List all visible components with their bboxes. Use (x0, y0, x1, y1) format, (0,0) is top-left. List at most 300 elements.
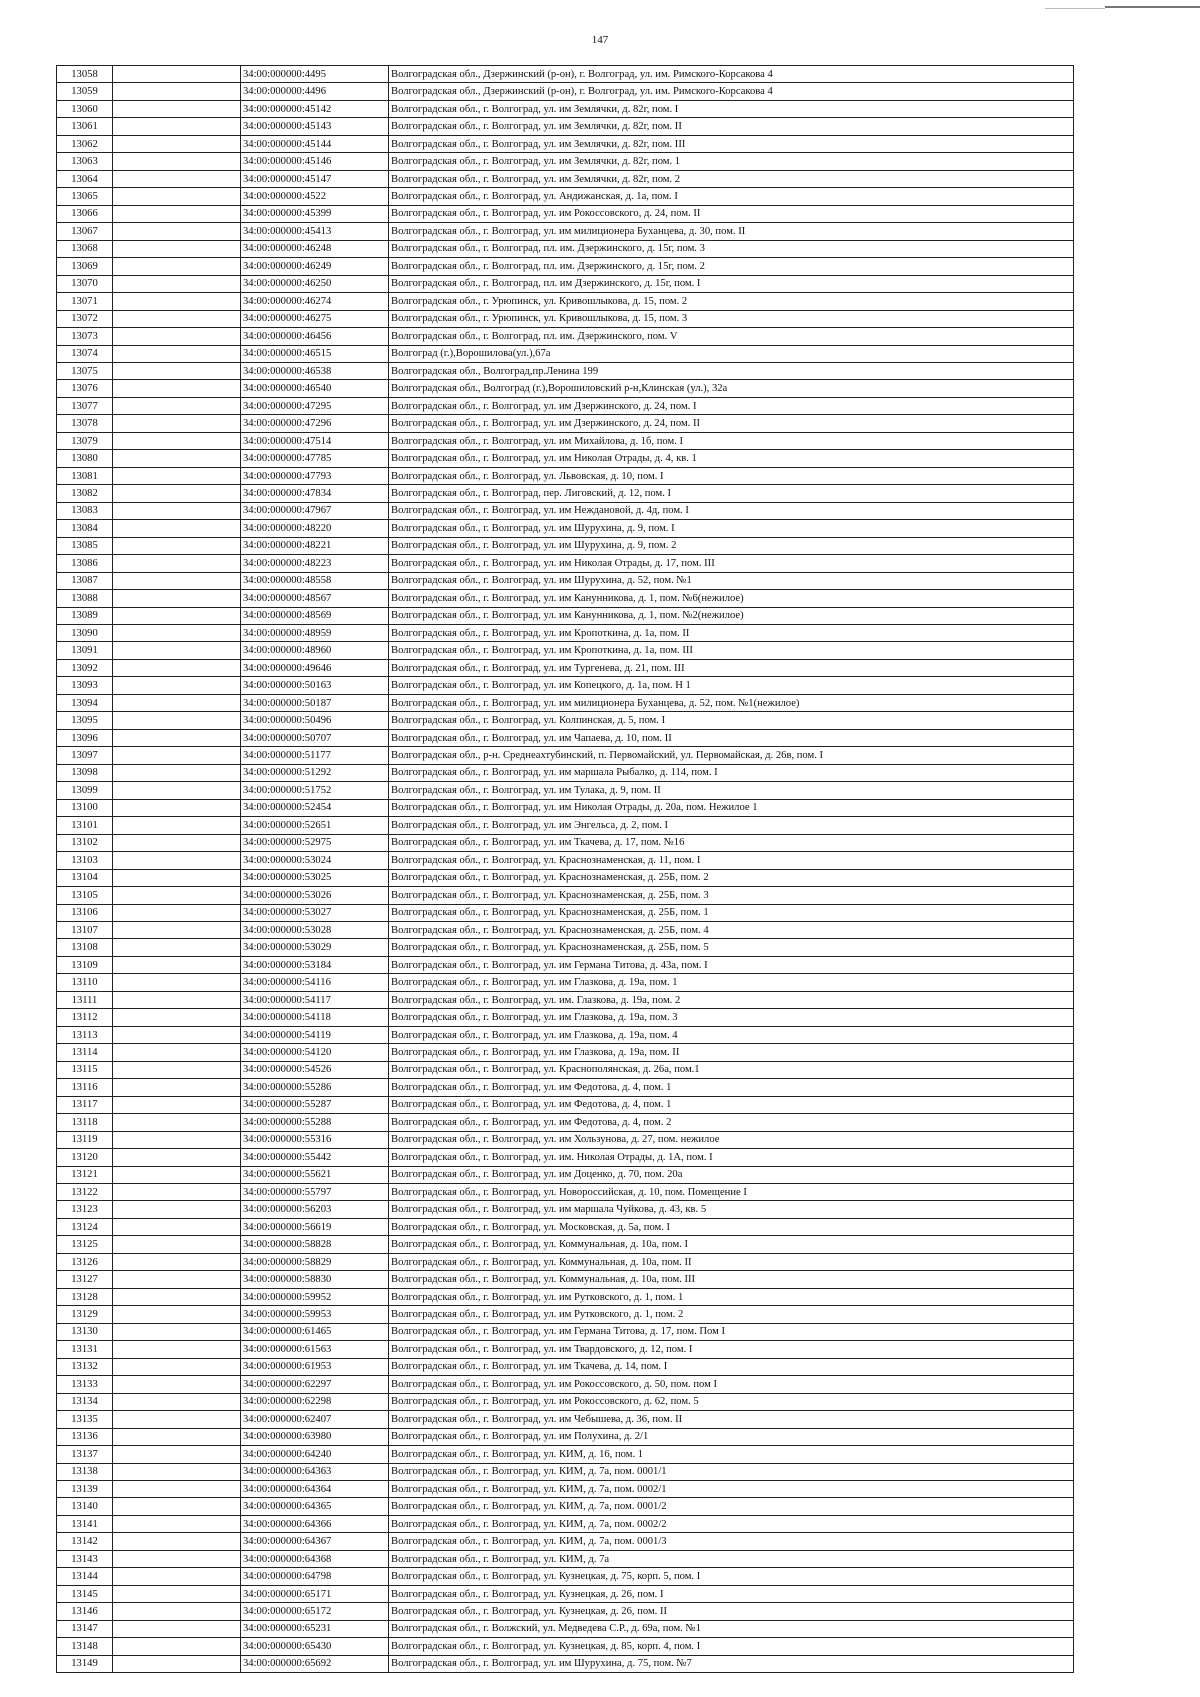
address-cell: Волгоградская обл., г. Волгоград, пл. им. Дзержинского, пом. V (389, 328, 1074, 345)
address-cell: Волгоградская обл., г. Волгоград, ул. им Николая Отрады, д. 4, кв. 1 (389, 450, 1074, 467)
address-cell: Волгоградская обл., г. Волгоград, ул. им Хользунова, д. 27, пом. нежилое (389, 1131, 1074, 1148)
table-row (57, 1463, 1074, 1480)
cadastral-number-cell: 34:00:000000:55797 (241, 1184, 389, 1201)
empty-cell (113, 1114, 241, 1131)
cadastral-number-cell: 34:00:000000:46248 (241, 240, 389, 257)
table-row (57, 782, 1074, 799)
table-row (57, 328, 1074, 345)
table-row (57, 397, 1074, 414)
record-number-cell: 13077 (57, 397, 113, 414)
record-number-cell: 13095 (57, 712, 113, 729)
empty-cell (113, 275, 241, 292)
record-number-cell: 13140 (57, 1498, 113, 1515)
empty-cell (113, 450, 241, 467)
record-number-cell: 13100 (57, 799, 113, 816)
address-cell: Волгоградская обл., г. Волгоград, ул. им Ткачева, д. 17, пом. №16 (389, 834, 1074, 851)
table-row (57, 153, 1074, 170)
table-row (57, 135, 1074, 152)
table-row (57, 590, 1074, 607)
record-number-cell: 13129 (57, 1306, 113, 1323)
address-cell: Волгоградская обл., г. Волгоград, ул. им Федотова, д. 4, пом. 1 (389, 1079, 1074, 1096)
table-row (57, 432, 1074, 449)
cadastral-number-cell: 34:00:000000:58828 (241, 1236, 389, 1253)
table-row (57, 1166, 1074, 1183)
address-cell: Волгоградская обл., г. Волгоград, ул. Краснознаменская, д. 11, пом. I (389, 852, 1074, 869)
record-number-cell: 13061 (57, 118, 113, 135)
empty-cell (113, 642, 241, 659)
record-number-cell: 13113 (57, 1026, 113, 1043)
address-cell: Волгоградская обл., Волгоград (г.),Ворошиловский р-н,Клинская (ул.), 32а (389, 380, 1074, 397)
address-cell: Волгоградская обл., г. Волгоград, ул. им Германа Титова, д. 17, пом. Пом I (389, 1323, 1074, 1340)
cadastral-number-cell: 34:00:000000:62407 (241, 1411, 389, 1428)
empty-cell (113, 747, 241, 764)
table-row (57, 100, 1074, 117)
cadastral-number-cell: 34:00:000000:52454 (241, 799, 389, 816)
cadastral-number-cell: 34:00:000000:48223 (241, 555, 389, 572)
empty-cell (113, 694, 241, 711)
empty-cell (113, 1585, 241, 1602)
record-number-cell: 13114 (57, 1044, 113, 1061)
scan-edge-mark-thin (1045, 8, 1105, 9)
cadastral-number-cell: 34:00:000000:45399 (241, 205, 389, 222)
empty-cell (113, 887, 241, 904)
record-number-cell: 13105 (57, 887, 113, 904)
empty-cell (113, 1271, 241, 1288)
record-number-cell: 13083 (57, 502, 113, 519)
cadastral-number-cell: 34:00:000000:61563 (241, 1341, 389, 1358)
table-row (57, 1009, 1074, 1026)
address-cell: Волгоградская обл., г. Волгоград, ул. им Рокоссовского, д. 50, пом. пом I (389, 1376, 1074, 1393)
empty-cell (113, 293, 241, 310)
cadastral-number-cell: 34:00:000000:46275 (241, 310, 389, 327)
table-row (57, 921, 1074, 938)
address-cell: Волгоградская обл., г. Волгоград, ул. им Землячки, д. 82г, пом. 2 (389, 170, 1074, 187)
address-cell: Волгоградская обл., г. Волгоград, ул. им Николая Отрады, д. 20а, пом. Нежилое 1 (389, 799, 1074, 816)
empty-cell (113, 1428, 241, 1445)
record-number-cell: 13103 (57, 852, 113, 869)
cadastral-number-cell: 34:00:000000:55287 (241, 1096, 389, 1113)
empty-cell (113, 1218, 241, 1235)
cadastral-number-cell: 34:00:000000:46249 (241, 258, 389, 275)
address-cell: Волгоградская обл., г. Волгоград, пл. им Дзержинского, д. 15г, пом. I (389, 275, 1074, 292)
record-number-cell: 13149 (57, 1655, 113, 1672)
table-row (57, 66, 1074, 83)
cadastral-number-cell: 34:00:000000:50496 (241, 712, 389, 729)
record-number-cell: 13131 (57, 1341, 113, 1358)
address-cell: Волгоградская обл., г. Волгоград, ул. им. Глазкова, д. 19а, пом. 2 (389, 991, 1074, 1008)
table-row (57, 1288, 1074, 1305)
empty-cell (113, 432, 241, 449)
record-number-cell: 13111 (57, 991, 113, 1008)
address-cell: Волгоградская обл., г. Волгоград, ул. Андижанская, д. 1а, пом. I (389, 188, 1074, 205)
table-row (57, 1393, 1074, 1410)
table-row (57, 310, 1074, 327)
cadastral-number-cell: 34:00:000000:50163 (241, 677, 389, 694)
empty-cell (113, 1638, 241, 1655)
cadastral-number-cell: 34:00:000000:64368 (241, 1550, 389, 1567)
cadastral-number-cell: 34:00:000000:56203 (241, 1201, 389, 1218)
cadastral-number-cell: 34:00:000000:4495 (241, 66, 389, 83)
table-row (57, 1253, 1074, 1270)
table-row (57, 205, 1074, 222)
address-cell: Волгоградская обл., г. Волгоград, ул. им Доценко, д. 70, пом. 20а (389, 1166, 1074, 1183)
empty-cell (113, 659, 241, 676)
cadastral-number-cell: 34:00:000000:64367 (241, 1533, 389, 1550)
empty-cell (113, 555, 241, 572)
record-number-cell: 13117 (57, 1096, 113, 1113)
address-cell: Волгоградская обл., г. Волгоград, ул. им Рутковского, д. 1, пом. 2 (389, 1306, 1074, 1323)
record-number-cell: 13130 (57, 1323, 113, 1340)
empty-cell (113, 1393, 241, 1410)
cadastral-number-cell: 34:00:000000:53184 (241, 956, 389, 973)
table-row (57, 1114, 1074, 1131)
table-row (57, 1271, 1074, 1288)
table-row (57, 1218, 1074, 1235)
address-cell: Волгоградская обл., г. Волгоград, ул. Краснополянская, д. 26а, пом.1 (389, 1061, 1074, 1078)
record-number-cell: 13108 (57, 939, 113, 956)
table-row (57, 572, 1074, 589)
empty-cell (113, 834, 241, 851)
table-row (57, 939, 1074, 956)
cadastral-number-cell: 34:00:000000:54120 (241, 1044, 389, 1061)
record-number-cell: 13119 (57, 1131, 113, 1148)
empty-cell (113, 590, 241, 607)
table-row (57, 1184, 1074, 1201)
address-cell: Волгоградская обл., г. Волгоград, ул. им. Николая Отрады, д. 1А, пом. I (389, 1149, 1074, 1166)
record-number-cell: 13126 (57, 1253, 113, 1270)
cadastral-number-cell: 34:00:000000:45146 (241, 153, 389, 170)
table-row (57, 817, 1074, 834)
empty-cell (113, 362, 241, 379)
cadastral-number-cell: 34:00:000000:53029 (241, 939, 389, 956)
address-cell: Волгоградская обл., г. Волгоград, пл. им. Дзержинского, д. 15г, пом. 2 (389, 258, 1074, 275)
table-row (57, 1655, 1074, 1672)
empty-cell (113, 380, 241, 397)
empty-cell (113, 1515, 241, 1532)
record-number-cell: 13104 (57, 869, 113, 886)
cadastral-number-cell: 34:00:000000:55442 (241, 1149, 389, 1166)
address-cell: Волгоградская обл., г. Волгоград, ул. им Землячки, д. 82г, пом. 1 (389, 153, 1074, 170)
record-number-cell: 13121 (57, 1166, 113, 1183)
empty-cell (113, 258, 241, 275)
record-number-cell: 13125 (57, 1236, 113, 1253)
address-cell: Волгоградская обл., г. Волгоград, ул. им Рокоссовского, д. 24, пом. II (389, 205, 1074, 222)
cadastral-number-cell: 34:00:000000:47967 (241, 502, 389, 519)
record-number-cell: 13068 (57, 240, 113, 257)
cadastral-number-cell: 34:00:000000:51292 (241, 764, 389, 781)
record-number-cell: 13123 (57, 1201, 113, 1218)
empty-cell (113, 415, 241, 432)
address-cell: Волгоградская обл., г. Волгоград, ул. им Михайлова, д. 1б, пом. I (389, 432, 1074, 449)
record-number-cell: 13112 (57, 1009, 113, 1026)
cadastral-number-cell: 34:00:000000:48960 (241, 642, 389, 659)
record-number-cell: 13096 (57, 729, 113, 746)
cadastral-number-cell: 34:00:000000:54117 (241, 991, 389, 1008)
cadastral-number-cell: 34:00:000000:55316 (241, 1131, 389, 1148)
table-row (57, 956, 1074, 973)
table-row (57, 799, 1074, 816)
address-cell: Волгоградская обл., г. Волгоград, ул. Коммунальная, д. 10а, пом. II (389, 1253, 1074, 1270)
table-row (57, 1358, 1074, 1375)
table-row (57, 450, 1074, 467)
record-number-cell: 13086 (57, 555, 113, 572)
record-number-cell: 13064 (57, 170, 113, 187)
cadastral-number-cell: 34:00:000000:54526 (241, 1061, 389, 1078)
address-cell: Волгоградская обл., г. Волгоград, ул. им Шурухина, д. 9, пом. I (389, 520, 1074, 537)
address-cell: Волгоградская обл., г. Урюпинск, ул. Кривошлыкова, д. 15, пом. 3 (389, 310, 1074, 327)
address-cell: Волгоградская обл., г. Волгоград, пер. Лиговский, д. 12, пом. I (389, 485, 1074, 502)
address-cell: Волгоградская обл., г. Волгоград, ул. им Канунникова, д. 1, пом. №2(нежилое) (389, 607, 1074, 624)
table-row (57, 1533, 1074, 1550)
cadastral-number-cell: 34:00:000000:64798 (241, 1568, 389, 1585)
table-row (57, 415, 1074, 432)
cadastral-number-cell: 34:00:000000:65430 (241, 1638, 389, 1655)
table-row (57, 974, 1074, 991)
record-number-cell: 13097 (57, 747, 113, 764)
address-cell: Волгоградская обл., Дзержинский (р-он), г. Волгоград, ул. им. Римского-Корсакова 4 (389, 66, 1074, 83)
empty-cell (113, 135, 241, 152)
address-cell: Волгоградская обл., г. Волгоград, ул. КИМ, д. 16, пом. 1 (389, 1446, 1074, 1463)
record-number-cell: 13137 (57, 1446, 113, 1463)
address-cell: Волгоградская обл., г. Волгоград, ул. им Копецкого, д. 1а, пом. Н 1 (389, 677, 1074, 694)
record-number-cell: 13084 (57, 520, 113, 537)
empty-cell (113, 956, 241, 973)
cadastral-number-cell: 34:00:000000:53026 (241, 887, 389, 904)
record-number-cell: 13094 (57, 694, 113, 711)
table-row (57, 1411, 1074, 1428)
table-row (57, 729, 1074, 746)
address-cell: Волгоградская обл., г. Волгоград, ул. Краснознаменская, д. 25Б, пом. 3 (389, 887, 1074, 904)
empty-cell (113, 1323, 241, 1340)
table-row (57, 520, 1074, 537)
empty-cell (113, 764, 241, 781)
record-number-cell: 13078 (57, 415, 113, 432)
cadastral-number-cell: 34:00:000000:47793 (241, 467, 389, 484)
address-cell: Волгоградская обл., г. Волгоград, ул. Московская, д. 5а, пом. I (389, 1218, 1074, 1235)
cadastral-number-cell: 34:00:000000:64364 (241, 1480, 389, 1497)
cadastral-number-cell: 34:00:000000:45144 (241, 135, 389, 152)
table-row (57, 362, 1074, 379)
record-number-cell: 13106 (57, 904, 113, 921)
empty-cell (113, 782, 241, 799)
table-row (57, 1236, 1074, 1253)
table-row (57, 1376, 1074, 1393)
table-row (57, 1026, 1074, 1043)
record-number-cell: 13115 (57, 1061, 113, 1078)
empty-cell (113, 1184, 241, 1201)
table-row (57, 1585, 1074, 1602)
empty-cell (113, 1568, 241, 1585)
record-number-cell: 13107 (57, 921, 113, 938)
address-cell: Волгоградская обл., г. Волгоград, ул. им Глазкова, д. 19а, пом. 4 (389, 1026, 1074, 1043)
table-row (57, 869, 1074, 886)
address-cell: Волгоградская обл., г. Волгоград, ул. им Полухина, д. 2/1 (389, 1428, 1074, 1445)
record-number-cell: 13143 (57, 1550, 113, 1567)
table-row (57, 852, 1074, 869)
table-row (57, 502, 1074, 519)
empty-cell (113, 240, 241, 257)
empty-cell (113, 1044, 241, 1061)
address-cell: Волгоградская обл., г. Волгоград, ул. им Германа Титова, д. 43а, пом. I (389, 956, 1074, 973)
empty-cell (113, 66, 241, 83)
record-number-cell: 13063 (57, 153, 113, 170)
table-row (57, 1201, 1074, 1218)
cadastral-number-cell: 34:00:000000:65172 (241, 1603, 389, 1620)
cadastral-number-cell: 34:00:000000:45147 (241, 170, 389, 187)
cadastral-number-cell: 34:00:000000:53024 (241, 852, 389, 869)
address-cell: Волгоградская обл., р-н. Среднеахтубинский, п. Первомайский, ул. Первомайская, д. 26в, пом. I (389, 747, 1074, 764)
table-row (57, 223, 1074, 240)
record-number-cell: 13066 (57, 205, 113, 222)
record-number-cell: 13141 (57, 1515, 113, 1532)
record-number-cell: 13122 (57, 1184, 113, 1201)
empty-cell (113, 397, 241, 414)
record-number-cell: 13092 (57, 659, 113, 676)
cadastral-number-cell: 34:00:000000:54119 (241, 1026, 389, 1043)
empty-cell (113, 974, 241, 991)
address-cell: Волгоградская обл., г. Волгоград, ул. Краснознаменская, д. 25Б, пом. 1 (389, 904, 1074, 921)
cadastral-number-cell: 34:00:000000:58830 (241, 1271, 389, 1288)
record-number-cell: 13132 (57, 1358, 113, 1375)
record-number-cell: 13133 (57, 1376, 113, 1393)
address-cell: Волгоградская обл., г. Волгоград, ул. КИМ, д. 7а, пом. 0001/3 (389, 1533, 1074, 1550)
record-number-cell: 13074 (57, 345, 113, 362)
empty-cell (113, 310, 241, 327)
address-cell: Волгоградская обл., г. Волгоград, ул. им Канунникова, д. 1, пом. №6(нежилое) (389, 590, 1074, 607)
address-cell: Волгоградская обл., г. Волгоград, ул. им Федотова, д. 4, пом. 2 (389, 1114, 1074, 1131)
cadastral-number-cell: 34:00:000000:65231 (241, 1620, 389, 1637)
empty-cell (113, 852, 241, 869)
table-row (57, 537, 1074, 554)
record-number-cell: 13060 (57, 100, 113, 117)
address-cell: Волгоградская обл., г. Урюпинск, ул. Кривошлыкова, д. 15, пом. 2 (389, 293, 1074, 310)
cadastral-number-cell: 34:00:000000:64240 (241, 1446, 389, 1463)
cadastral-number-cell: 34:00:000000:64366 (241, 1515, 389, 1532)
address-cell: Волгоградская обл., г. Волгоград, ул. им Николая Отрады, д. 17, пом. III (389, 555, 1074, 572)
address-cell: Волгоградская обл., г. Волгоград, ул. Краснознаменская, д. 25Б, пом. 2 (389, 869, 1074, 886)
cadastral-number-cell: 34:00:000000:49646 (241, 659, 389, 676)
cadastral-number-cell: 34:00:000000:54118 (241, 1009, 389, 1026)
table-row (57, 1620, 1074, 1637)
address-cell: Волгоградская обл., г. Волгоград, ул. КИМ, д. 7а, пом. 0001/2 (389, 1498, 1074, 1515)
cadastral-number-cell: 34:00:000000:45143 (241, 118, 389, 135)
address-cell: Волгоградская обл., г. Волгоград, ул. им милиционера Буханцева, д. 52, пом. №1(нежилое) (389, 694, 1074, 711)
address-cell: Волгоградская обл., г. Волгоград, ул. им Рутковского, д. 1, пом. 1 (389, 1288, 1074, 1305)
cadastral-number-cell: 34:00:000000:48558 (241, 572, 389, 589)
cadastral-number-cell: 34:00:000000:64365 (241, 1498, 389, 1515)
property-register-body (57, 66, 1074, 1673)
cadastral-number-cell: 34:00:000000:58829 (241, 1253, 389, 1270)
empty-cell (113, 1079, 241, 1096)
record-number-cell: 13147 (57, 1620, 113, 1637)
empty-cell (113, 223, 241, 240)
record-number-cell: 13124 (57, 1218, 113, 1235)
record-number-cell: 13080 (57, 450, 113, 467)
record-number-cell: 13067 (57, 223, 113, 240)
table-row (57, 1306, 1074, 1323)
address-cell: Волгоградская обл., Дзержинский (р-он), г. Волгоград, ул. им. Римского-Корсакова 4 (389, 83, 1074, 100)
table-row (57, 83, 1074, 100)
empty-cell (113, 729, 241, 746)
cadastral-number-cell: 34:00:000000:59953 (241, 1306, 389, 1323)
table-row (57, 625, 1074, 642)
table-row (57, 345, 1074, 362)
empty-cell (113, 1009, 241, 1026)
empty-cell (113, 1376, 241, 1393)
cadastral-number-cell: 34:00:000000:51752 (241, 782, 389, 799)
address-cell: Волгоградская обл., г. Волгоград, ул. им Федотова, д. 4, пом. 1 (389, 1096, 1074, 1113)
table-row (57, 991, 1074, 1008)
cadastral-number-cell: 34:00:000000:63980 (241, 1428, 389, 1445)
table-row (57, 694, 1074, 711)
cadastral-number-cell: 34:00:000000:48221 (241, 537, 389, 554)
address-cell: Волгоградская обл., г. Волгоград, ул. им Чапаева, д. 10, пом. II (389, 729, 1074, 746)
address-cell: Волгоград (г.),Ворошилова(ул.),67а (389, 345, 1074, 362)
table-row (57, 240, 1074, 257)
record-number-cell: 13109 (57, 956, 113, 973)
empty-cell (113, 467, 241, 484)
address-cell: Волгоградская обл., г. Волгоград, ул. им Шурухина, д. 75, пом. №7 (389, 1655, 1074, 1672)
address-cell: Волгоградская обл., г. Волгоград, ул. им Кропоткина, д. 1а, пом. III (389, 642, 1074, 659)
cadastral-number-cell: 34:00:000000:65692 (241, 1655, 389, 1672)
table-row (57, 834, 1074, 851)
address-cell: Волгоградская обл., г. Волгоград, ул. им Глазкова, д. 19а, пом. 1 (389, 974, 1074, 991)
record-number-cell: 13099 (57, 782, 113, 799)
record-number-cell: 13120 (57, 1149, 113, 1166)
empty-cell (113, 991, 241, 1008)
address-cell: Волгоградская обл., г. Волгоград, ул. Кузнецкая, д. 85, корп. 4, пом. I (389, 1638, 1074, 1655)
empty-cell (113, 817, 241, 834)
empty-cell (113, 869, 241, 886)
cadastral-number-cell: 34:00:000000:46540 (241, 380, 389, 397)
cadastral-number-cell: 34:00:000000:48959 (241, 625, 389, 642)
address-cell: Волгоградская обл., г. Волгоград, ул. им Кропоткина, д. 1а, пом. II (389, 625, 1074, 642)
table-row (57, 1550, 1074, 1567)
cadastral-number-cell: 34:00:000000:47834 (241, 485, 389, 502)
address-cell: Волгоградская обл., г. Волгоград, ул. Новороссийская, д. 10, пом. Помещение I (389, 1184, 1074, 1201)
empty-cell (113, 1061, 241, 1078)
table-row (57, 1568, 1074, 1585)
empty-cell (113, 1463, 241, 1480)
cadastral-number-cell: 34:00:000000:46250 (241, 275, 389, 292)
cadastral-number-cell: 34:00:000000:61465 (241, 1323, 389, 1340)
address-cell: Волгоградская обл., г. Волгоград, ул. им Шурухина, д. 9, пом. 2 (389, 537, 1074, 554)
empty-cell (113, 1655, 241, 1672)
record-number-cell: 13101 (57, 817, 113, 834)
cadastral-number-cell: 34:00:000000:4496 (241, 83, 389, 100)
cadastral-number-cell: 34:00:000000:48567 (241, 590, 389, 607)
empty-cell (113, 328, 241, 345)
empty-cell (113, 921, 241, 938)
cadastral-number-cell: 34:00:000000:46538 (241, 362, 389, 379)
address-cell: Волгоградская обл., г. Волгоград, ул. им Ткачева, д. 14, пом. I (389, 1358, 1074, 1375)
table-row (57, 764, 1074, 781)
record-number-cell: 13102 (57, 834, 113, 851)
empty-cell (113, 939, 241, 956)
cadastral-number-cell: 34:00:000000:55286 (241, 1079, 389, 1096)
record-number-cell: 13081 (57, 467, 113, 484)
empty-cell (113, 572, 241, 589)
cadastral-number-cell: 34:00:000000:55288 (241, 1114, 389, 1131)
empty-cell (113, 83, 241, 100)
address-cell: Волгоградская обл., Волгоград,пр.Ленина 199 (389, 362, 1074, 379)
table-row (57, 1498, 1074, 1515)
table-row (57, 712, 1074, 729)
address-cell: Волгоградская обл., г. Волгоград, ул. им Твардовского, д. 12, пом. I (389, 1341, 1074, 1358)
empty-cell (113, 205, 241, 222)
empty-cell (113, 904, 241, 921)
cadastral-number-cell: 34:00:000000:45142 (241, 100, 389, 117)
